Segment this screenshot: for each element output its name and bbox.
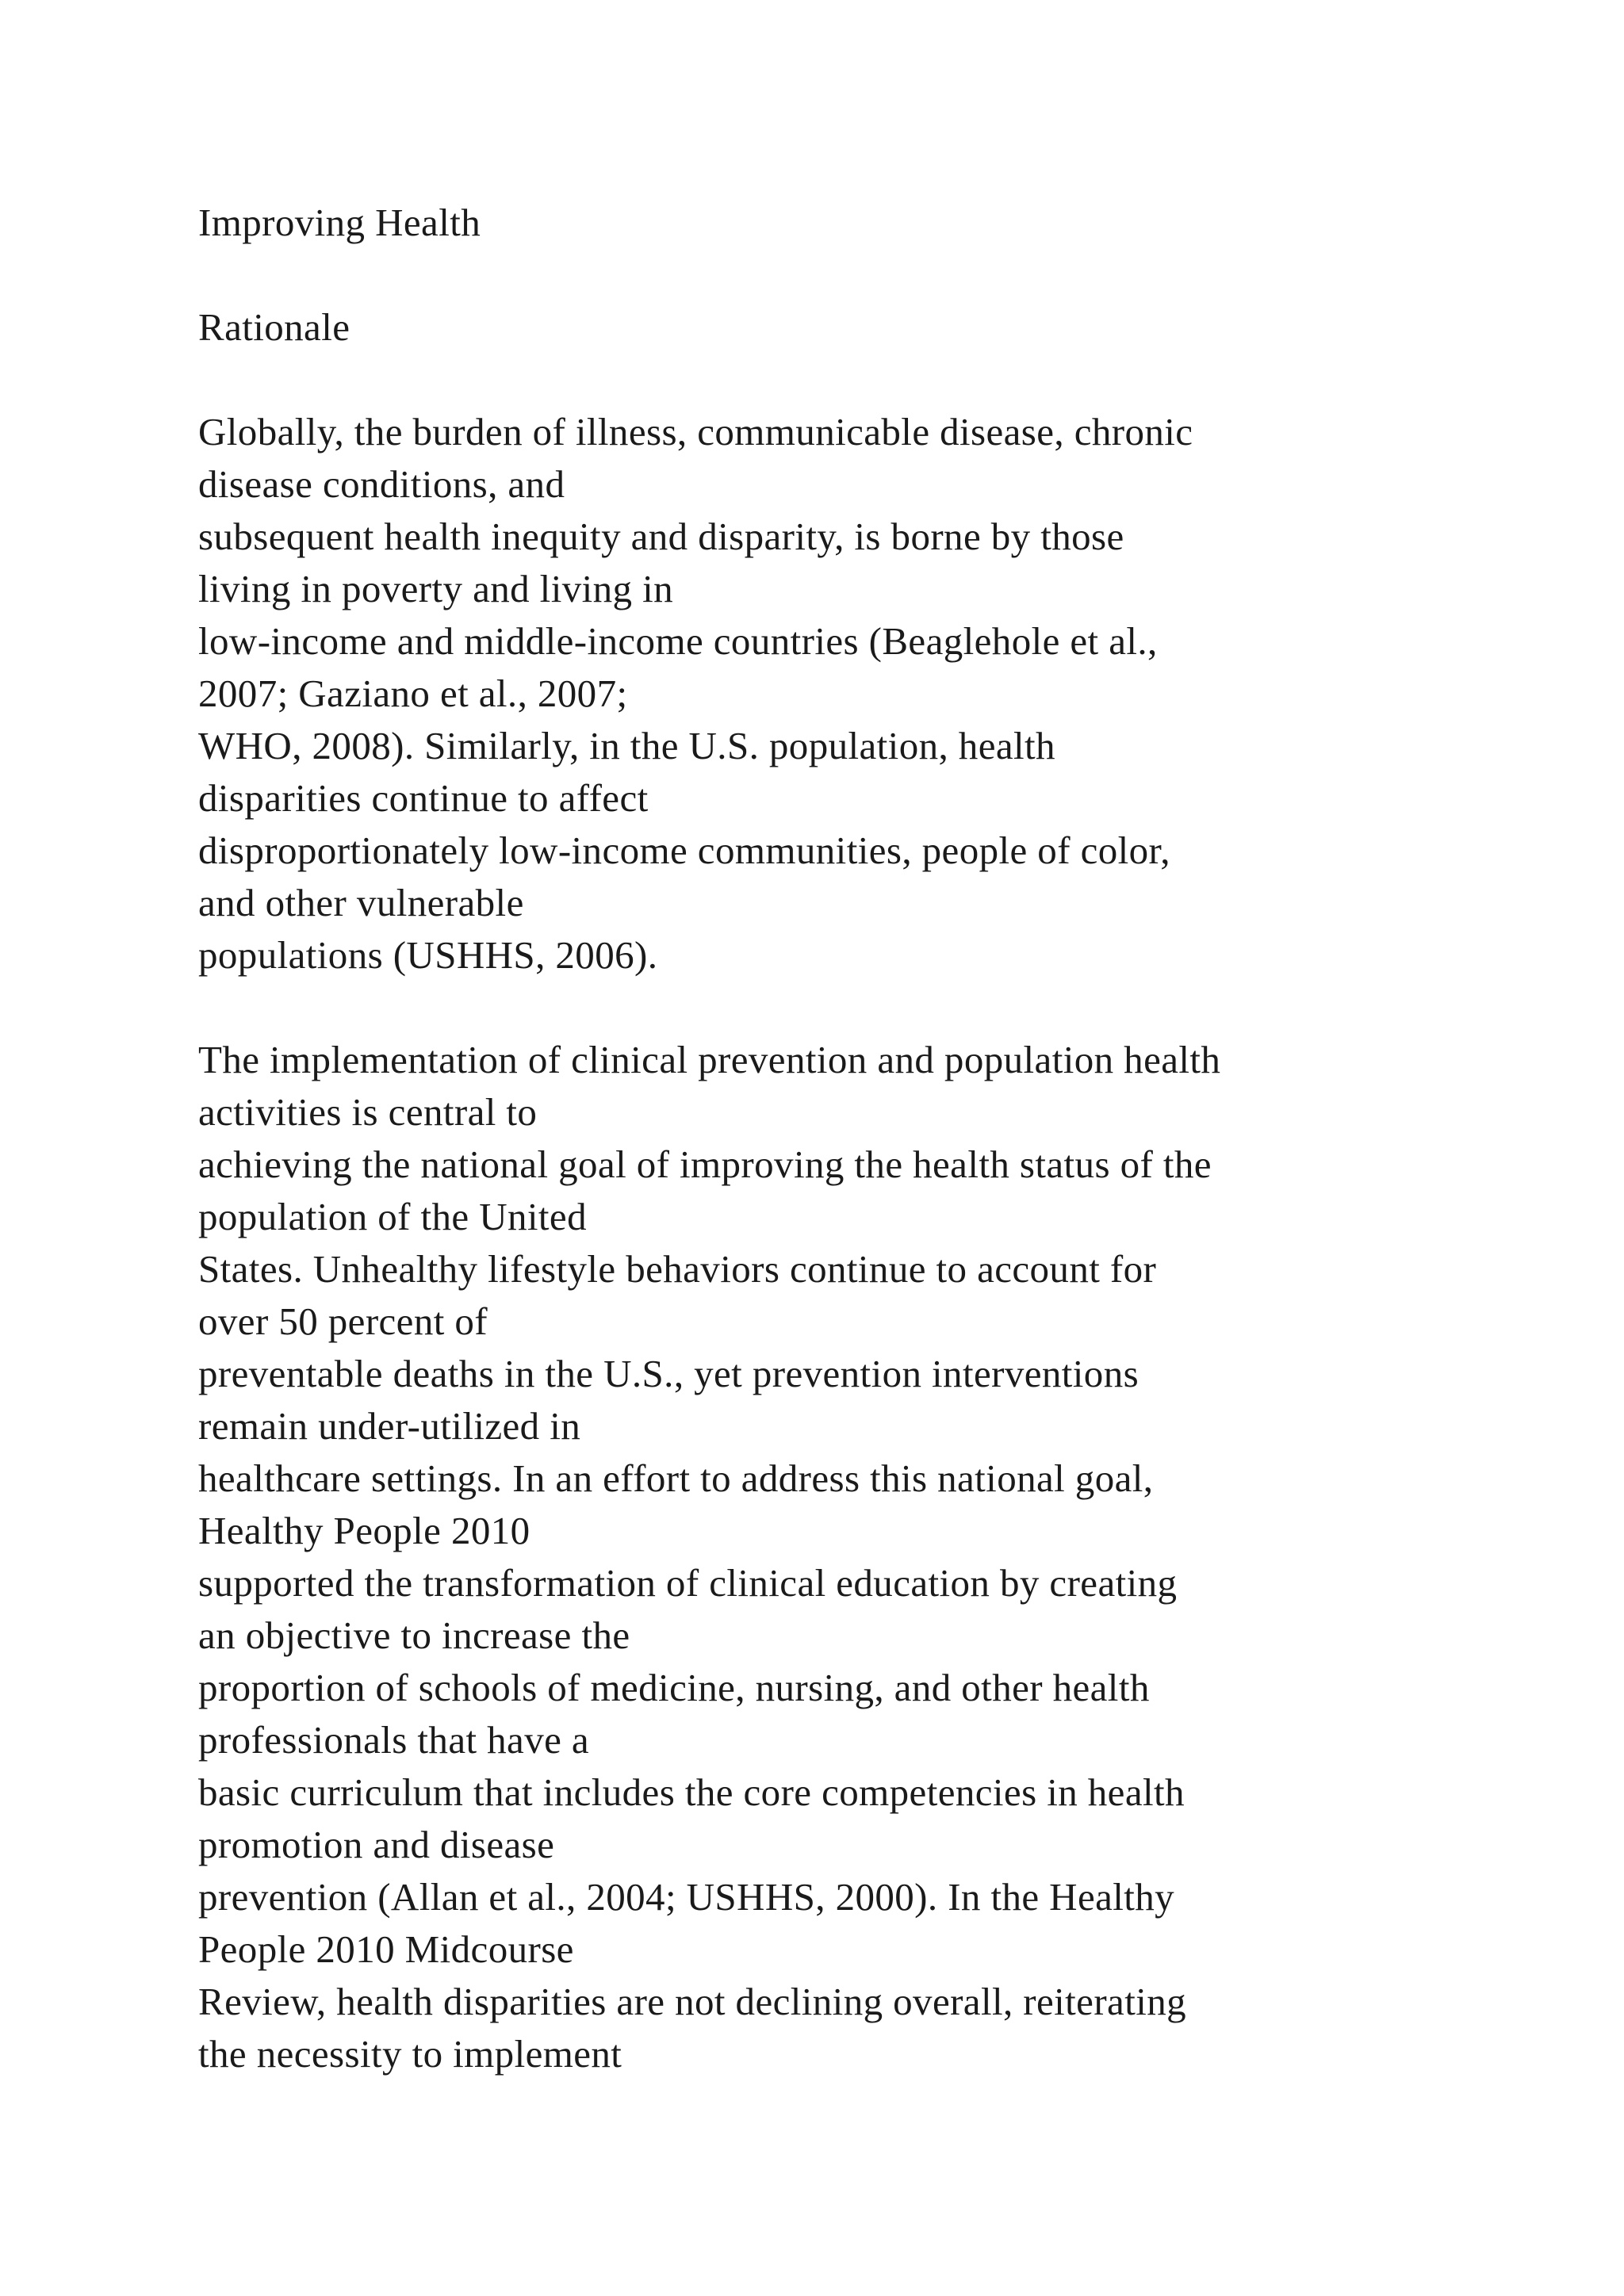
paragraph-line: Globally, the burden of illness, communicable disease, chronic xyxy=(198,410,1193,453)
paragraph-line: supported the transformation of clinical education by creating xyxy=(198,1561,1178,1605)
paragraph-line: Healthy People 2010 xyxy=(198,1509,530,1552)
paragraph-line: The implementation of clinical prevention and population health xyxy=(198,1038,1221,1081)
paragraph-line: living in poverty and living in xyxy=(198,567,673,610)
paragraph-line: States. Unhealthy lifestyle behaviors continue to account for xyxy=(198,1247,1157,1291)
paragraph-line: low-income and middle-income countries (Beaglehole et al., xyxy=(198,619,1158,663)
paragraph-line: proportion of schools of medicine, nursing, and other health xyxy=(198,1666,1150,1709)
paragraph-line: remain under-utilized in xyxy=(198,1404,581,1448)
document-title: Improving Health xyxy=(198,201,481,244)
paragraph-2 xyxy=(198,1034,1594,2080)
section-heading: Rationale xyxy=(198,305,350,349)
paragraph-line: promotion and disease xyxy=(198,1823,555,1866)
paragraph-line: Review, health disparities are not declining overall, reiterating xyxy=(198,1980,1187,2023)
paragraph-line: populations (USHHS, 2006). xyxy=(198,933,658,977)
paragraph-line: disease conditions, and xyxy=(198,462,565,506)
paragraph-line: basic curriculum that includes the core competencies in health xyxy=(198,1770,1185,1814)
paragraph-line: People 2010 Midcourse xyxy=(198,1927,574,1971)
paragraph-line: healthcare settings. In an effort to address this national goal, xyxy=(198,1456,1154,1500)
spacer xyxy=(198,249,1594,301)
paragraph-line: preventable deaths in the U.S., yet prevention interventions xyxy=(198,1352,1139,1395)
paragraph-line: activities is central to xyxy=(198,1090,538,1134)
paragraph-line: disparities continue to affect xyxy=(198,776,649,820)
paragraph-1 xyxy=(198,406,1594,982)
spacer xyxy=(198,354,1594,406)
document-body xyxy=(198,197,1594,2080)
spacer xyxy=(198,982,1594,1034)
paragraph-line: population of the United xyxy=(198,1195,587,1238)
paragraph-line: over 50 percent of xyxy=(198,1299,488,1343)
paragraph-line: 2007; Gaziano et al., 2007; xyxy=(198,672,628,715)
paragraph-line: prevention (Allan et al., 2004; USHHS, 2000). In the Healthy xyxy=(198,1875,1175,1919)
paragraph-line: an objective to increase the xyxy=(198,1613,630,1657)
paragraph-line: the necessity to implement xyxy=(198,2032,622,2076)
paragraph-line: WHO, 2008). Similarly, in the U.S. population, health xyxy=(198,724,1055,767)
paragraph-line: disproportionately low-income communities, people of color, xyxy=(198,828,1170,872)
paragraph-line: achieving the national goal of improving the health status of the xyxy=(198,1142,1212,1186)
paragraph-line: subsequent health inequity and disparity, is borne by those xyxy=(198,515,1124,558)
paragraph-line: and other vulnerable xyxy=(198,881,524,924)
paragraph-line: professionals that have a xyxy=(198,1718,590,1762)
